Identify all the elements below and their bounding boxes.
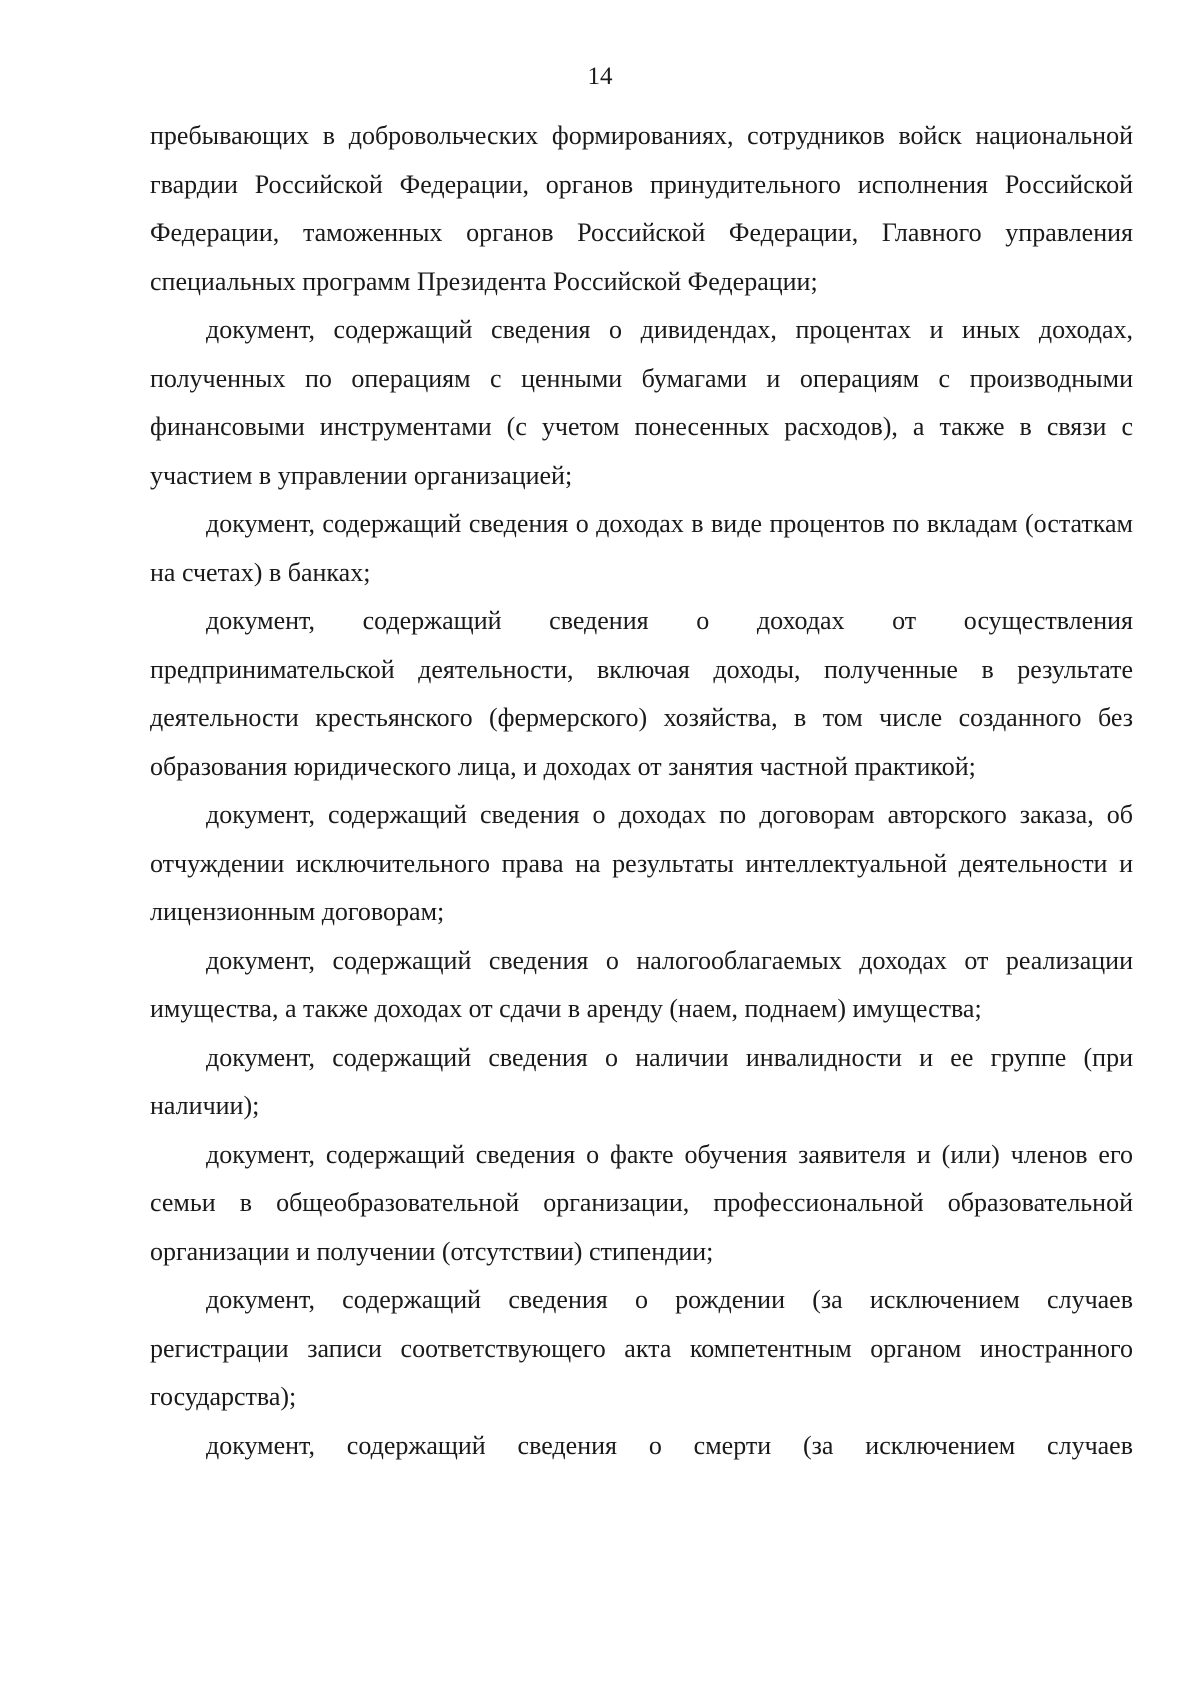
paragraph-disability: документ, содержащий сведения о наличии инвалидности и ее группе (при наличии); — [150, 1042, 1133, 1120]
paragraph-continuation: пребывающих в добровольческих формированиях, сотрудников войск национальной гвардии Российской Федерации, органов принудительного исполнения Российской Федерации, таможенных органов Российской Федерации, Главного управления специальных программ Президента Российской Федерации; — [150, 121, 1133, 296]
paragraph-business-income: документ, содержащий сведения о доходах от осуществления предпринимательской деятельности, включая доходы, полученные в результате деятельности крестьянского (фермерского) хозяйства, в том числе созданного без образования юридического лица, и доходах от занятия частной практикой; — [150, 606, 1133, 781]
document-body — [150, 112, 1133, 1470]
paragraph-author-contracts: документ, содержащий сведения о доходах по договорам авторского заказа, об отчуждении исключительного права на результаты интеллектуальной деятельности и лицензионным договорам; — [150, 800, 1133, 926]
paragraph-deposit-interest: документ, содержащий сведения о доходах в виде процентов по вкладам (остаткам на счетах) в банках; — [150, 509, 1133, 587]
paragraph-education: документ, содержащий сведения о факте обучения заявителя и (или) членов его семьи в общеобразовательной организации, профессиональной образовательной организации и получении (отсутствии) стипендии; — [150, 1139, 1133, 1266]
paragraph-dividends: документ, содержащий сведения о дивидендах, процентах и иных доходах, полученных по операциям с ценными бумагами и операциям с производными финансовыми инструментами (с учетом понесенных расходов), а также в связи с участием в управлении организацией; — [150, 315, 1133, 490]
paragraph-death: документ, содержащий сведения о смерти (за исключением случаев — [206, 1430, 1133, 1460]
page-number: 14 — [587, 63, 613, 90]
paragraph-property-sale: документ, содержащий сведения о налогооблагаемых доходах от реализации имущества, а также доходах от сдачи в аренду (наем, поднаем) имущества; — [150, 945, 1133, 1023]
paragraph-birth: документ, содержащий сведения о рождении (за исключением случаев регистрации записи соответствующего акта компетентным органом иностранного государства); — [150, 1285, 1133, 1411]
